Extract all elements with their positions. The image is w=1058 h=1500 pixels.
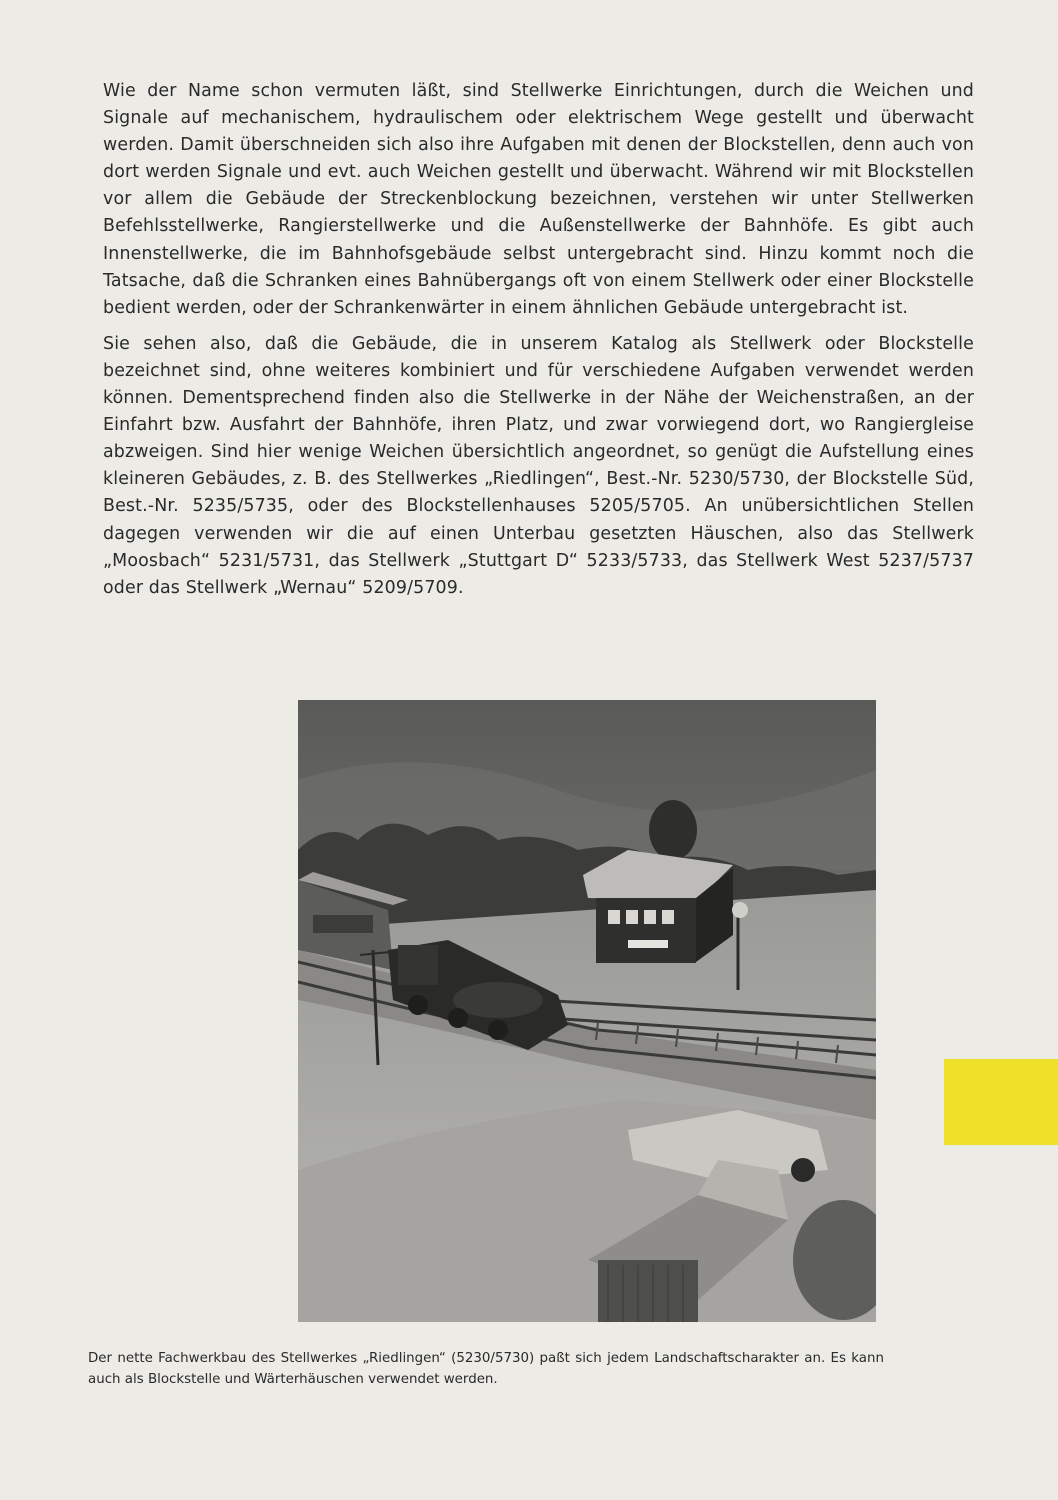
photo-caption: Der nette Fachwerkbau des Stellwerkes „Riedlingen“ (5230/5730) paßt sich jedem Landschaftscharakter an. Es kann auch als Blockstelle und Wärterhäuschen verwendet werden. — [88, 1351, 884, 1387]
model-railway-photo — [298, 700, 876, 1322]
paragraph-1: Wie der Name schon vermuten läßt, sind Stellwerke Einrichtungen, durch die Weichen und Signale auf mechanischem, hydraulischem oder elektrischem Wege gestellt und überwacht werden. Damit überschneiden sich also ihre Aufgaben mit denen der Blockstellen, denn auch von dort werden Signale und evt. auch Weichen gestellt und überwacht. Während wir mit Blockstellen vor allem die Gebäude der Streckenblockung bezeichnen, verstehen wir unter Stellwerken Befehlsstellwerke, Rangierstellwerke und die Außenstellwerke der Bahnhöfe. Es gibt auch Innenstellwerke, die im Bahnhofsgebäude selbst untergebracht sind. Hinzu kommt noch die Tatsache, daß die Schranken eines Bahnübergangs oft von einem Stellwerk oder einer Blockstelle bedient werden, oder der Schrankenwärter in einem ähnlichen Gebäude untergebracht ist. — [103, 81, 974, 318]
yellow-edge-tab — [944, 1059, 1058, 1145]
body-text — [103, 78, 974, 602]
paragraph-2: Sie sehen also, daß die Gebäude, die in unserem Katalog als Stellwerk oder Blockstelle bezeichnet sind, ohne weiteres kombiniert und für verschiedene Aufgaben verwendet werden können. Dementsprechend finden also die Stellwerke in der Nähe der Weichenstraßen, an der Einfahrt bzw. Ausfahrt der Bahnhöfe, ihren Platz, und zwar vorwiegend dort, wo Rangiergleise abzweigen. Sind hier wenige Weichen übersichtlich angeordnet, so genügt die Aufstellung eines kleineren Gebäudes, z. B. des Stellwerkes „Riedlingen“, Best.-Nr. 5230/5730, der Blockstelle Süd, Best.-Nr. 5235/5735, oder des Blockstellenhauses 5205/5705. An unübersichtlichen Stellen dagegen verwenden wir die auf einen Unterbau gesetzten Häuschen, also das Stellwerk „Moosbach“ 5231/5731, das Stellwerk „Stuttgart D“ 5233/5733, das Stellwerk West 5237/5737 oder das Stellwerk „Wernau“ 5209/5709. — [103, 333, 974, 598]
